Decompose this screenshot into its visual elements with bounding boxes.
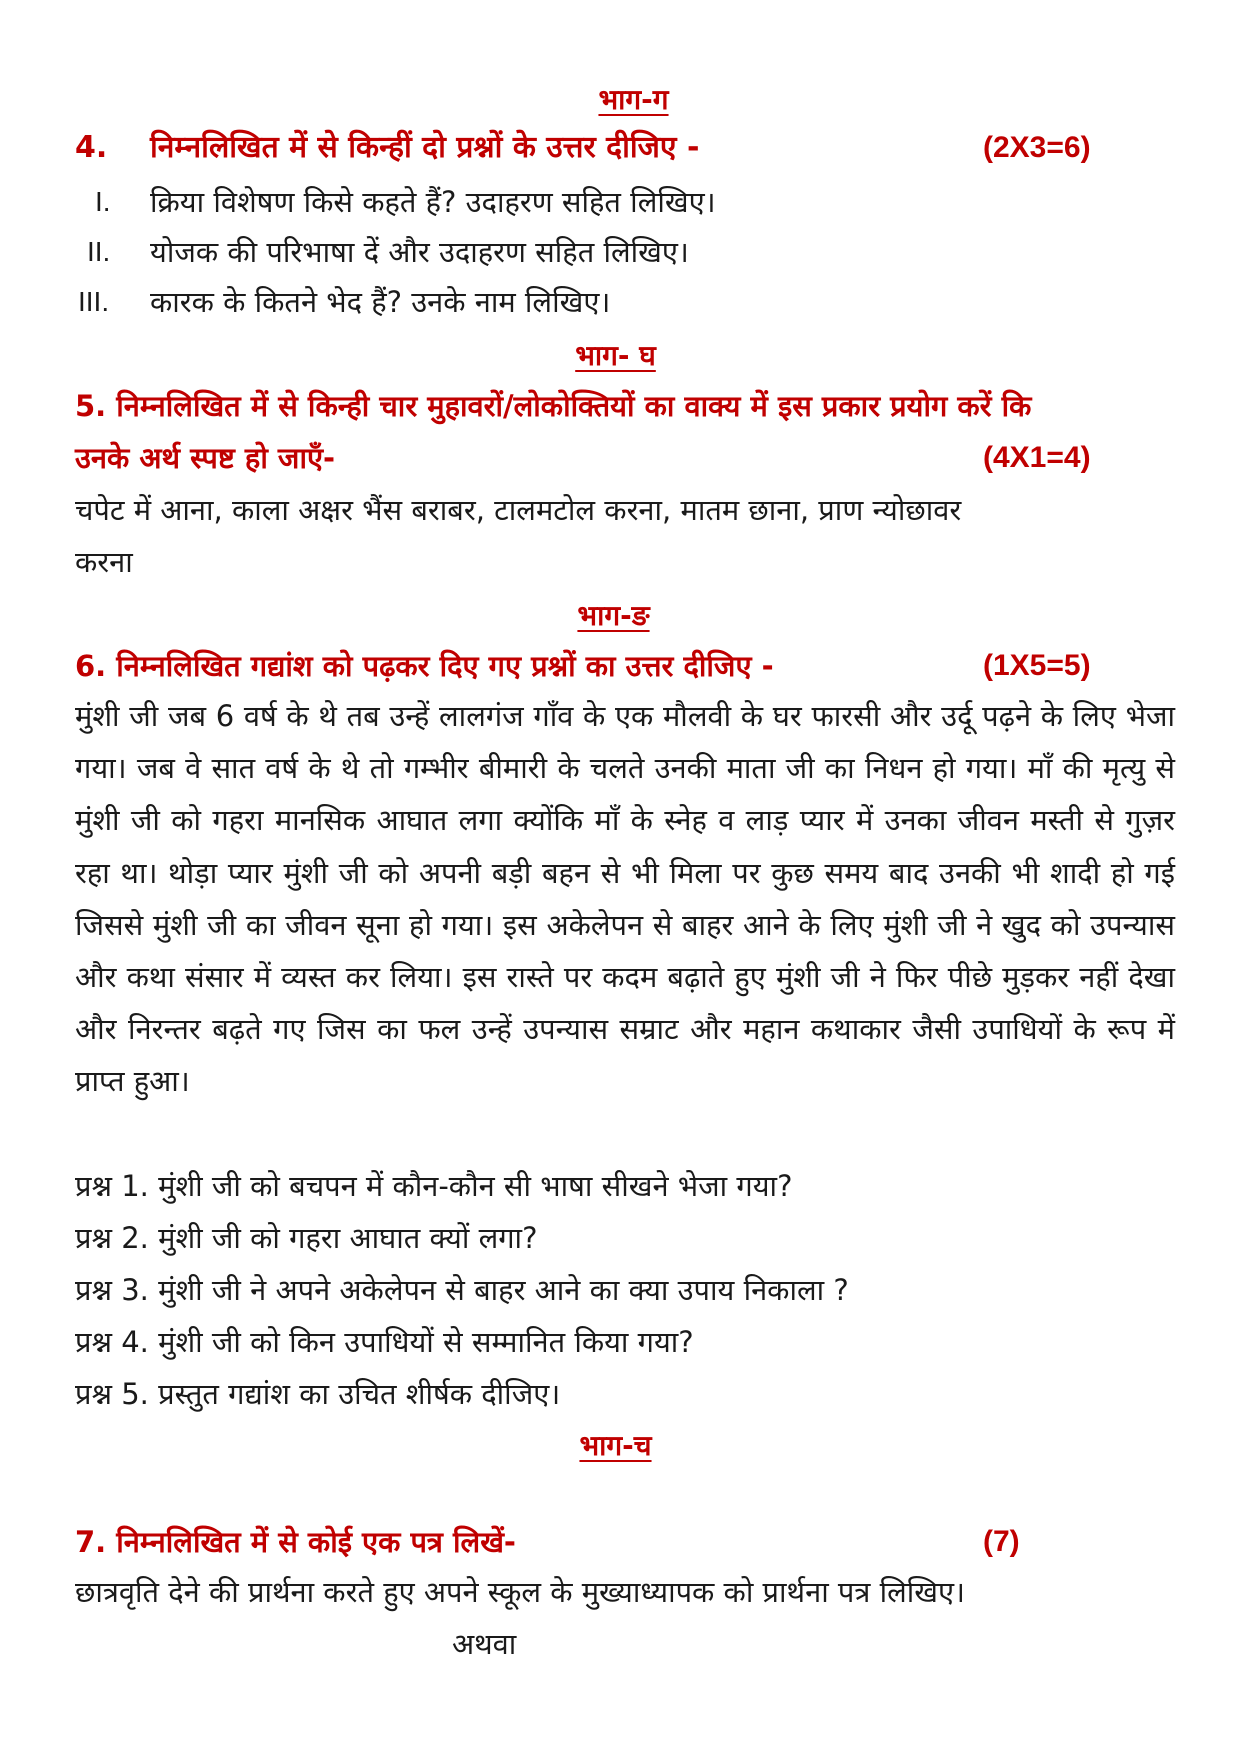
item-text: क्रिया विशेषण किसे कहते हैं? उदाहरण सहित लिखिए। [150,185,716,219]
question-5-line-2: उनके अर्थ स्पष्ट हो जाएँ- [75,441,336,475]
question-4-number: 4. [75,130,108,165]
passage-question: प्रश्न 4. मुंशी जी को किन उपाधियों से सम्मानित किया गया? [75,1325,694,1359]
or-label: अथवा [452,1627,517,1661]
question-6-marks: (1X5=5) [983,649,1091,682]
question-4-marks: (2X3=6) [983,131,1091,164]
passage-question: प्रश्न 5. प्रस्तुत गद्यांश का उचित शीर्षक दीजिए। [75,1377,561,1411]
question-7-text: 7. निम्नलिखित में से कोई एक पत्र लिखें- [75,1525,516,1559]
reading-passage: मुंशी जी जब 6 वर्ष के थे तब उन्हें लालगंज गाँव के एक मौलवी के घर फारसी और उर्दू पढ़ने के लिए भेजा गया। जब वे सात वर्ष के थे तो गम्भीर बीमारी के चलते उनकी माता जी का निधन हो गया। माँ की मृत्यु से मुंशी जी को गहरा मानसिक आघात लगा क्योंकि माँ के स्नेह व लाड़ प्यार में उनका जीवन मस्ती से गुज़र रहा था। थोड़ा प्यार मुंशी जी को अपनी बड़ी बहन से भी मिला पर कुछ समय बाद उनकी भी शादी हो गई जिससे मुंशी जी का जीवन सूना हो गया। इस अकेलेपन से बाहर आने के लिए मुंशी जी ने खुद को उपन्यास और कथा संसार में व्यस्त कर लिया। इस रास्ते पर कदम बढ़ाते हुए मुंशी जी ने फिर पीछे मुड़कर नहीं देखा और निरन्तर बढ़ते गए जिस का फल उन्हें उपन्यास सम्राट और महान कथाकार जैसी उपाधियों के रूप में प्राप्त हुआ। [75,699,1175,1099]
passage-question: प्रश्न 3. मुंशी जी ने अपने अकेलेपन से बाहर आने का क्या उपाय निकाला ? [75,1273,849,1307]
item-text: कारक के कितने भेद हैं? उनके नाम लिखिए। [150,285,611,319]
passage-question: प्रश्न 1. मुंशी जी को बचपन में कौन-कौन सी भाषा सीखने भेजा गया? [75,1169,793,1203]
section-heading-c: भाग-ग [598,83,669,116]
idioms-line-2: करना [75,545,133,579]
letter-prompt: छात्रवृति देने की प्रार्थना करते हुए अपने स्कूल के मुख्याध्यापक को प्रार्थना पत्र लिखिए। [75,1575,966,1609]
idioms-line-1: चपेट में आना, काला अक्षर भैंस बराबर, टालमटोल करना, मातम छाना, प्राण न्योछावर [75,493,962,527]
question-7-marks: (7) [983,1525,1020,1558]
question-5-line-1: 5. निम्नलिखित में से किन्ही चार मुहावरों/लोकोक्तियों का वाक्य में इस प्रकार प्रयोग करें कि [75,389,1032,423]
item-number: III. [78,286,110,317]
item-number: I. [95,186,111,217]
section-heading-d: भाग- घ [575,339,656,372]
passage-question: प्रश्न 2. मुंशी जी को गहरा आघात क्यों लगा? [75,1221,538,1255]
question-4-text: निम्नलिखित में से किन्हीं दो प्रश्नों के उत्तर दीजिए - [150,130,700,165]
question-5-marks: (4X1=4) [983,441,1091,474]
question-6-text: 6. निम्नलिखित गद्यांश को पढ़कर दिए गए प्रश्नों का उत्तर दीजिए - [75,649,774,683]
section-heading-e: भाग-ङ [577,599,650,632]
item-text: योजक की परिभाषा दें और उदाहरण सहित लिखिए। [150,235,689,269]
item-number: II. [87,236,111,267]
section-heading-f: भाग-च [579,1429,652,1462]
